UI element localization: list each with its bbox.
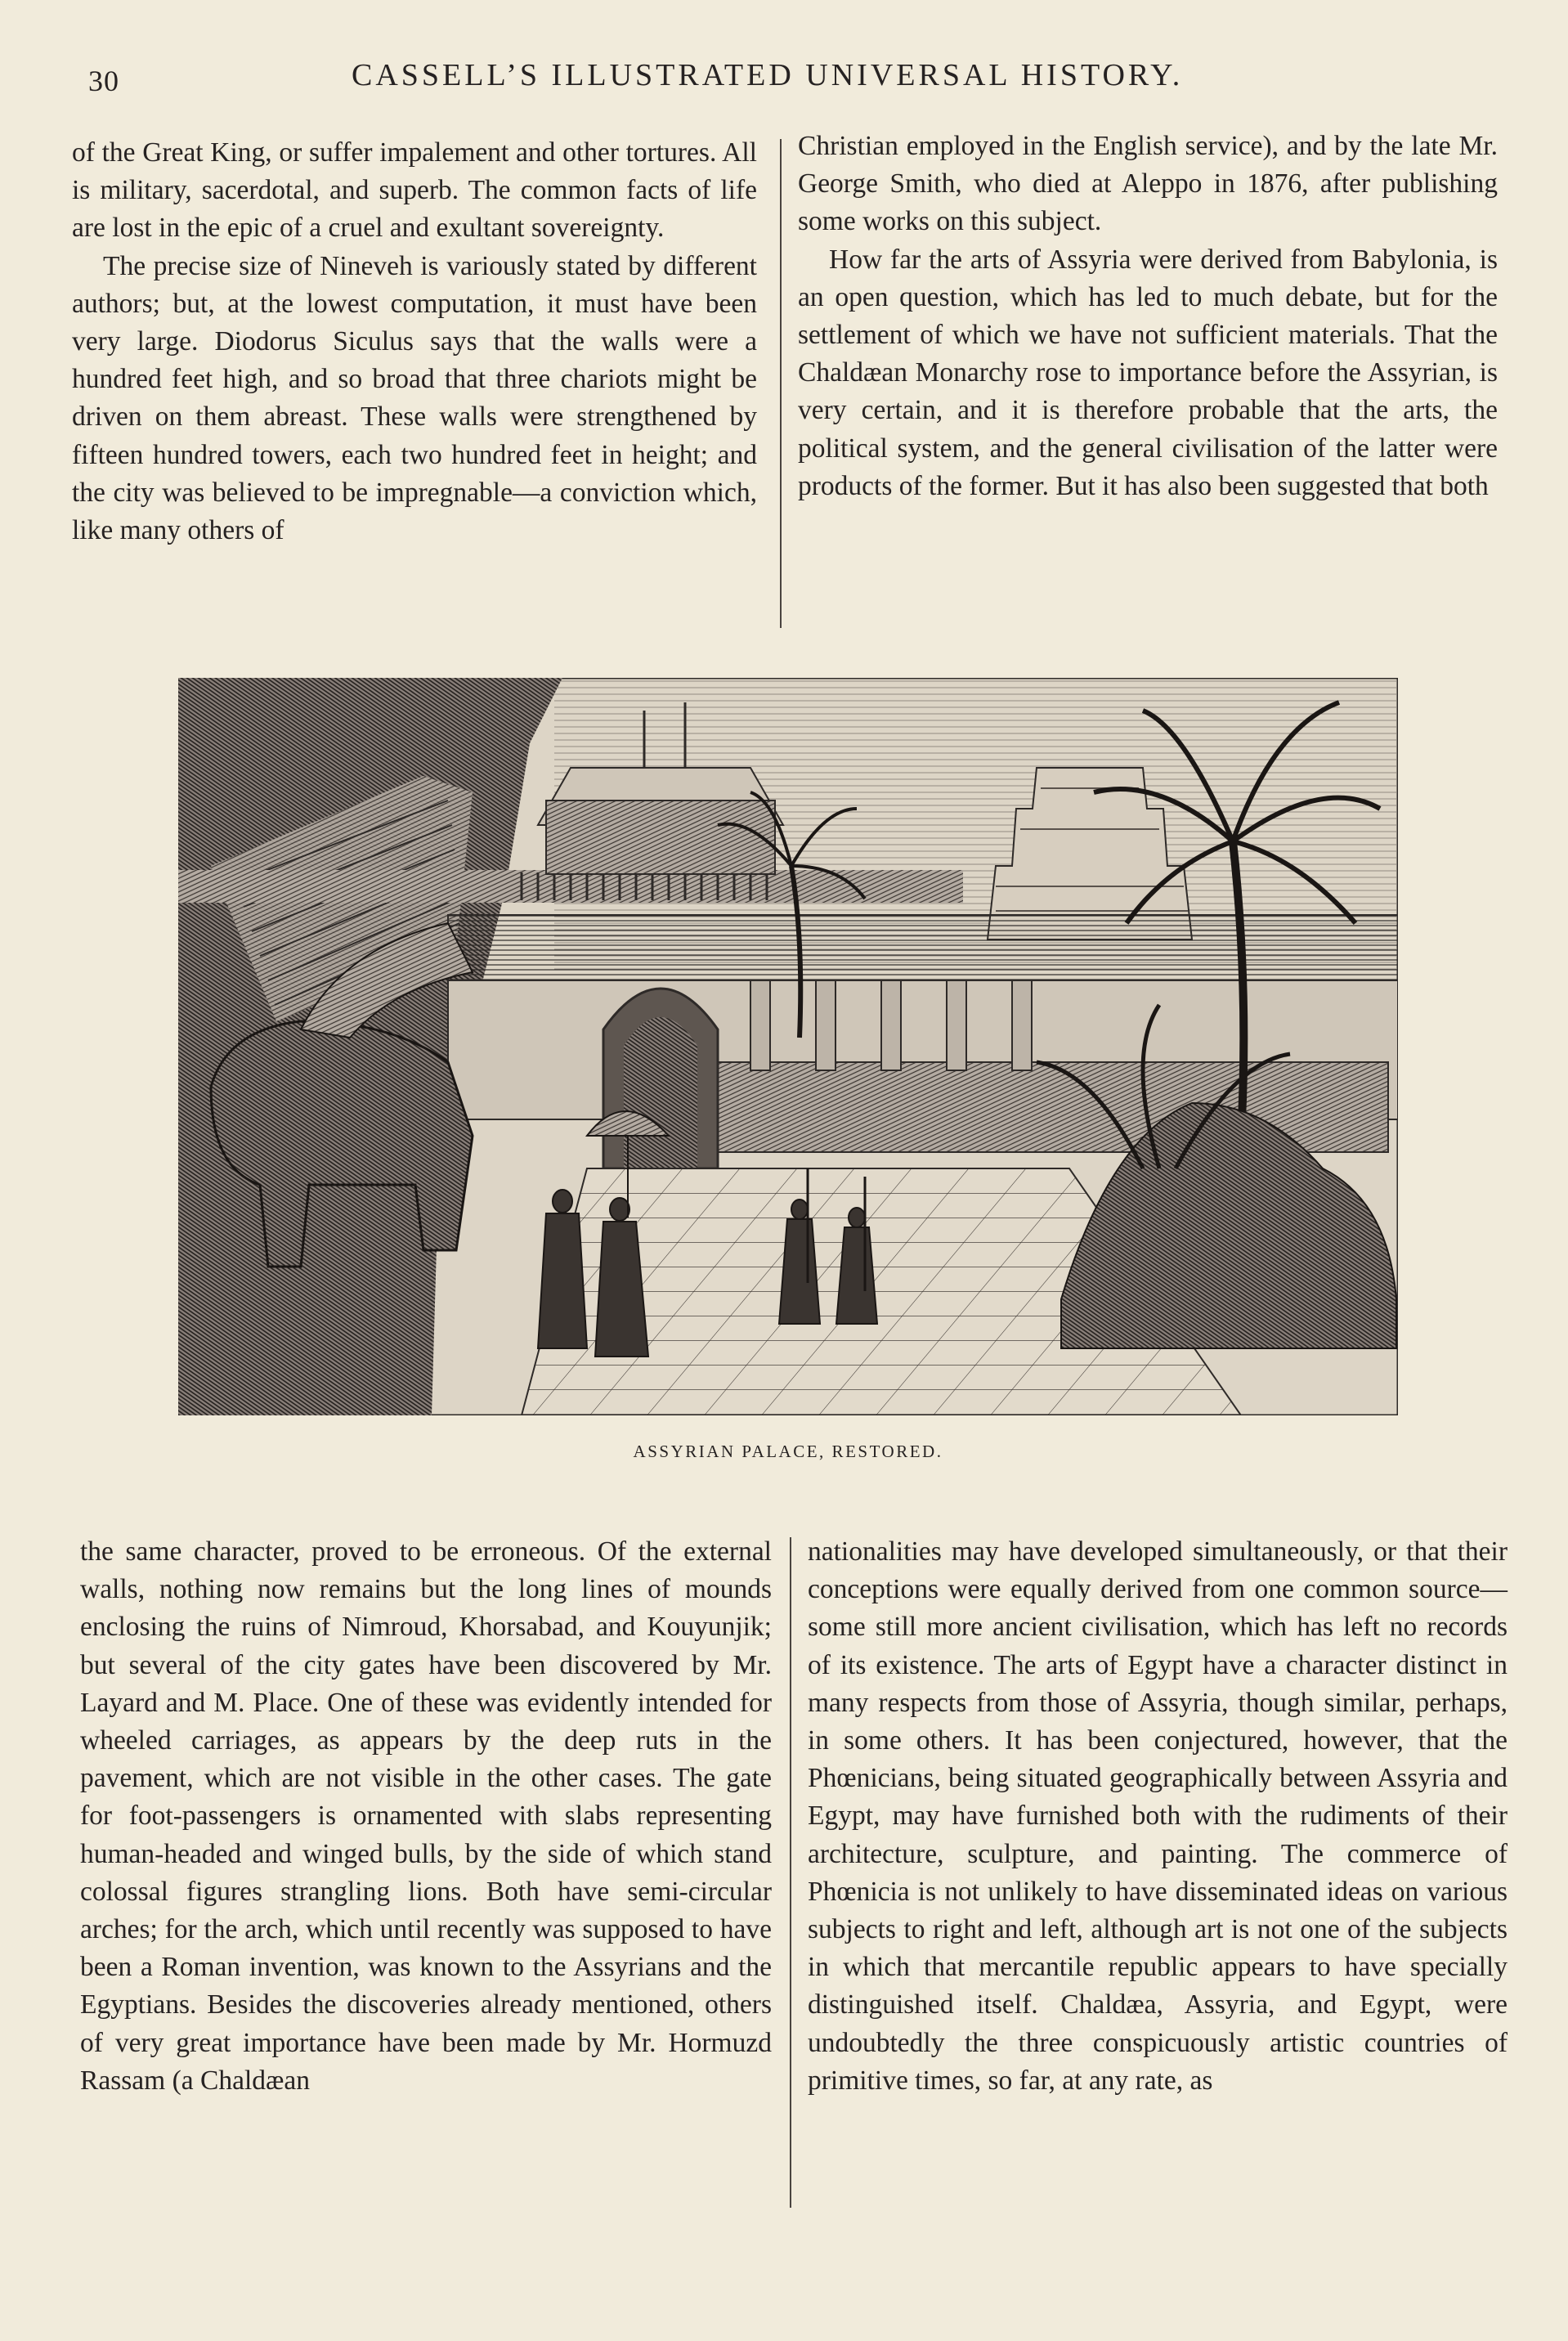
running-title: CASSELL’S ILLUSTRATED UNIVERSAL HISTORY.: [352, 58, 1184, 92]
paragraph: Christian employed in the English service), and by the late Mr. George Smith, who died at Aleppo in 1876, after publishing some works on this subject.: [798, 131, 1498, 237]
paragraph: of the Great King, or suffer impalement and other tortures. All is military, sacerdotal, and superb. The common facts of life are lost in the epic of a cruel and exultant sovereignty.: [72, 137, 757, 244]
column-divider: [780, 139, 782, 628]
paragraph: The precise size of Nineveh is variously stated by different authors; but, at the lowest computation, it must have been very large. Diodorus Siculus says that the walls were a hundred feet high, and so broad that three chariots might be driven on them abreast. These walls were strengthened by fifteen hundred towers, each two hundred feet in height; and the city was believed to be impregnable—a conviction which, like many others of: [72, 250, 757, 546]
column-bottom-left: [80, 1533, 772, 2100]
paragraph: How far the arts of Assyria were derived from Babylonia, is an open question, which has led to much debate, but for the settlement of which we have not sufficient materials. That the Chaldæan Monarchy rose to importance before the Assyrian, is very certain, and it is therefore probable that the arts, the political system, and the general civilisation of the latter were products of the former. But it has also been suggested that both: [798, 244, 1498, 501]
figure-caption: ASSYRIAN PALACE, RESTORED.: [633, 1442, 943, 1461]
column-top-left: [72, 134, 757, 549]
page-number: 30: [88, 65, 119, 97]
column-top-right: [798, 128, 1498, 505]
paragraph: the same character, proved to be erroneous. Of the external walls, nothing now remains but the long lines of mounds enclosing the ruins of Nimroud, Khorsabad, and Kouyunjik; but several of the city gates have been discovered by Mr. Layard and M. Place. One of these was evidently intended for wheeled carriages, as appears by the deep ruts in the pavement, which are not visible in the other cases. The gate for foot-passengers is ornamented with slabs representing human-headed and winged bulls, by the side of which stand colossal figures strangling lions. Both have semi-circular arches; for the arch, which until recently was supposed to have been a Roman invention, was known to the Assyrians and the Egyptians. Besides the discoveries already mentioned, others of very great importance have been made by Mr. Hormuzd Rassam (a Chaldæan: [80, 1536, 772, 2096]
column-divider: [790, 1537, 791, 2208]
column-bottom-right: [808, 1533, 1508, 2100]
engraving-illustration: [178, 678, 1398, 1415]
paragraph: nationalities may have developed simultaneously, or that their conceptions were equally derived from one common source—some still more ancient civilisation, which has left no records of its existence. The arts of Egypt have a character distinct in many respects from those of Assyria, though similar, perhaps, in some others. It has been conjectured, however, that the Phœnicians, being situated geographically between Assyria and Egypt, may have furnished both with the rudiments of their architecture, sculpture, and painting. The commerce of Phœnicia is not unlikely to have disseminated ideas on various subjects to right and left, although art is not one of the subjects in which that mercantile republic appears to have specially distinguished itself. Chaldæa, Assyria, and Egypt, were undoubtedly the three conspicuously artistic countries of primitive times, so far, at any rate, as: [808, 1536, 1508, 2096]
